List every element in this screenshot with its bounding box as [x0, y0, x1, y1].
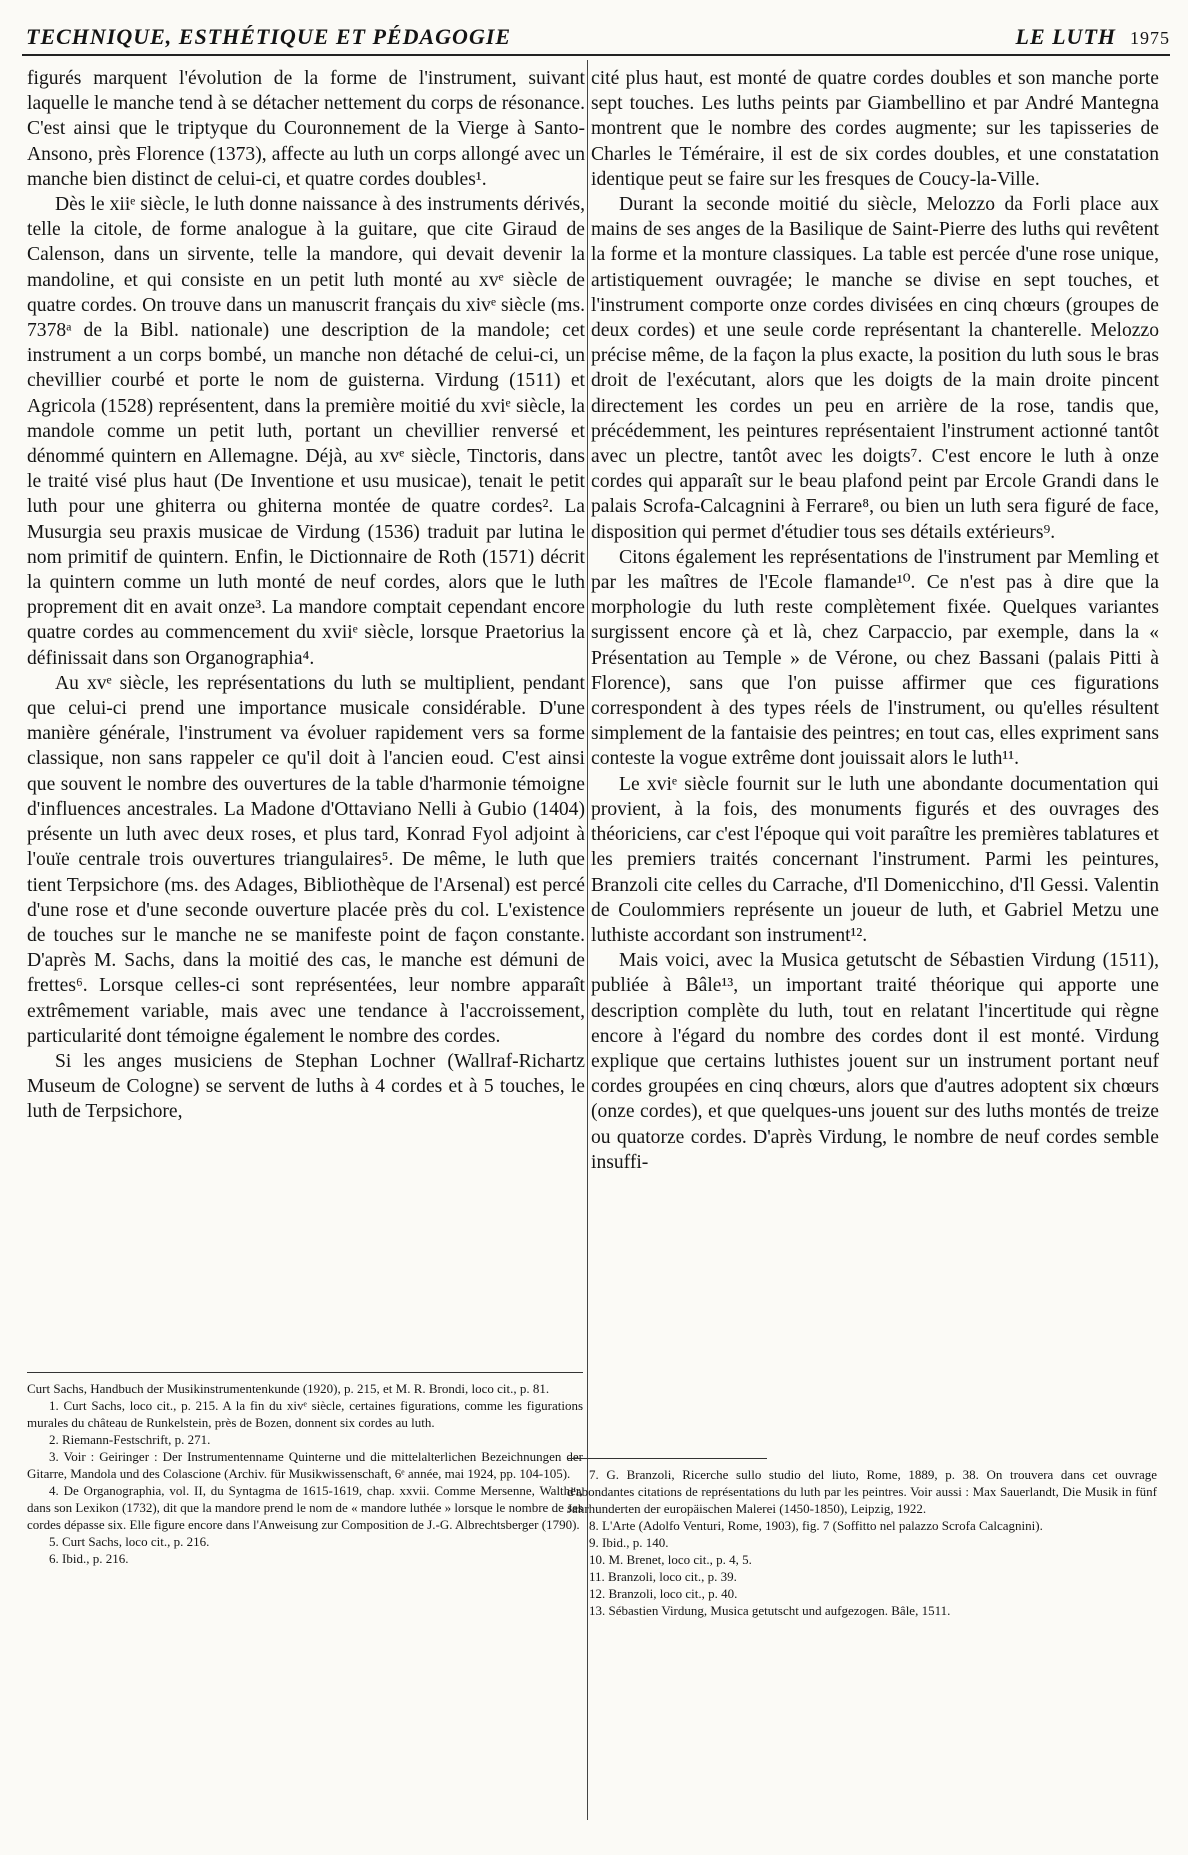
footnote: 4. De Organographia, vol. II, du Syntagma de 1615-1619, chap. xxvii. Comme Mersenne, Walther, dans son Lexikon (1732), dit que la mandore prend le nom de « mandore luthée » lorsque le nombre de ses cordes dépasse six. Elle figure encore dans l'Anweisung zur Composition de J.-G. Albrechtsberger (1790).	[27, 1483, 583, 1532]
footnotes-right	[567, 1466, 1157, 1619]
header-article-title	[1016, 24, 1171, 50]
footnote-rule	[27, 1372, 583, 1373]
paragraph: Dès le xiiᵉ siècle, le luth donne naissance à des instruments dérivés, telle la citole, de forme analogue à la guitare, que cite Giraud de Calenson, dans un sirvente, telle la mandore, qui devait devenir la mandoline, et qui consiste en un petit luth monté au xvᵉ siècle de quatre cordes. On trouve dans un manuscrit français du xivᵉ siècle (ms. 7378ᵃ de la Bibl. nationale) une description de la mandole; cet instrument a un corps bombé, un manche non détaché de celui-ci, un chevillier courbé et porte le nom de guisterna. Virdung (1511) et Agricola (1528) représentent, dans la première moitié du xviᵉ siècle, la mandole comme un petit luth, portant un chevillier renversé et dénommé quintern en Allemagne. Déjà, au xvᵉ siècle, Tinctoris, dans le traité visé plus haut (De Inventione et usu musicae), tenait le petit luth pour une ghiterra ou ghiterna montée de quatre cordes². La Musurgia seu praxis musicae de Virdung (1536) traduit par lutina le nom primitif de quintern. Enfin, le Dictionnaire de Roth (1571) décrit la quintern comme un luth monté de neuf cordes, alors que le luth proprement dit en avait onze³. La mandore comptait cependant encore quatre cordes au commencement du xviiᵉ siècle, lorsque Praetorius la définissait dans son Organographia⁴.	[27, 194, 585, 669]
paragraph: Citons également les représentations de l'instrument par Memling et par les maîtres de l'Ecole flamande¹⁰. Ce n'est pas à dire que la morphologie du luth reste complètement fixée. Quelques variantes surgissent encore çà et là, chez Carpaccio, par exemple, dans la « Présentation au Temple » de Vérone, ou chez Bassani (palais Pitti à Florence), sans que l'on puisse affirmer que ces figurations correspondent à des types réels de l'instrument, ou qu'elles résultent simplement de la fantaisie des peintres; en tout cas, elles expriment sans conteste la vogue extrême dont jouissait alors le luth¹¹.	[591, 546, 1159, 770]
footnote: 13. Sébastien Virdung, Musica getutscht und aufgezogen. Bâle, 1511.	[589, 1603, 951, 1618]
left-column	[27, 66, 585, 1125]
paragraph: Si les anges musiciens de Stephan Lochner (Wallraf-Richartz Museum de Cologne) se servent de luths à 4 cordes et à 5 touches, le luth de Terpsichore,	[27, 1050, 585, 1123]
footnote: 9. Ibid., p. 140.	[589, 1535, 669, 1550]
header-section-title: TECHNIQUE, ESTHÉTIQUE ET PÉDAGOGIE	[26, 24, 512, 49]
paragraph: Durant la seconde moitié du siècle, Melozzo da Forli place aux mains de ses anges de la Basilique de Saint-Pierre des luths qui revêtent la forme et la monture classiques. La table est percée d'une rose unique, artistiquement ouvragée; le manche se divise en sept touches, et l'instrument comporte onze cordes divisées en cinq chœurs (groupes de deux cordes) et une seule corde représentant la chanterelle. Melozzo précise même, de la façon la plus exacte, la position du luth sous le bras droit de l'exécutant, alors que les doigts de la main droite pincent directement les cordes un peu en arrière de la rose, tandis que, précédemment, les peintures représentaient l'instrument actionné tantôt avec un plectre, tantôt avec les doigts⁷. C'est encore le luth à onze cordes qui apparaît sur le beau plafond peint par Ercole Grandi dans le palais Scrofa-Calcagnini à Ferrare⁸, ou bien un luth sera figuré de face, disposition qui permet d'étudier tous ses détails extérieurs⁹.	[591, 194, 1159, 543]
footnote: Curt Sachs, Handbuch der Musikinstrumentenkunde (1920), p. 215, et M. R. Brondi, loco cit., p. 81.	[27, 1381, 550, 1396]
running-header	[22, 20, 1170, 56]
footnote: 1. Curt Sachs, loco cit., p. 215. A la fin du xivᵉ siècle, certaines figurations, comme les figurations murales du château de Runkelstein, près de Bozen, donnent six cordes au luth.	[27, 1398, 583, 1430]
paragraph: Le xviᵉ siècle fournit sur le luth une abondante documentation qui provient, à la fois, des monuments figurés et des ouvrages des théoriciens, car c'est l'époque qui voit paraître les premières tablatures et les premiers traités concernant l'instrument. Parmi les peintures, Branzoli cite celles du Carrache, d'Il Domenicchino, d'Il Gessi. Valentin de Coulommiers représente un joueur de luth, et Gabriel Metzu une luthiste accordant son instrument¹².	[591, 773, 1159, 946]
footnote: 5. Curt Sachs, loco cit., p. 216.	[49, 1534, 210, 1549]
paragraph: figurés marquent l'évolution de la forme de l'instrument, suivant laquelle le manche tend à se détacher nettement du corps de résonance. C'est ainsi que le triptyque du Couronnement de la Vierge à Santo-Ansono, près Florence (1373), affecte au luth un corps allongé avec un manche bien distinct de celui-ci, et quatre cordes doubles¹.	[27, 68, 585, 190]
footnote-rule	[567, 1458, 767, 1459]
paragraph: cité plus haut, est monté de quatre cordes doubles et son manche porte sept touches. Les luths peints par Giambellino et par André Mantegna montrent que le nombre des cordes augmente; sur les tapisseries de Charles le Téméraire, il est de six cordes doubles, et une constatation identique peut se faire sur les fresques de Coucy-la-Ville.	[591, 68, 1159, 190]
paragraph: Mais voici, avec la Musica getutscht de Sébastien Virdung (1511), publiée à Bâle¹³, un important traité théorique qui apporte une description complète du luth, tout en relatant l'incertitude qui règne encore à l'égard du nombre des cordes dont il est monté. Virdung explique que certains luthistes jouent sur un instrument portant neuf cordes groupées en cinq chœurs, alors que d'autres adoptent six chœurs (onze cordes), et que quelques-uns jouent sur des luths montés de treize ou quatorze cordes. D'après Virdung, le nombre de neuf cordes semble insuffi-	[591, 950, 1159, 1173]
footnote: 2. Riemann-Festschrift, p. 271.	[49, 1432, 211, 1447]
header-title-text: LE LUTH	[1015, 24, 1116, 49]
footnote: 6. Ibid., p. 216.	[49, 1551, 129, 1566]
paragraph: Au xvᵉ siècle, les représentations du luth se multiplient, pendant que celui-ci prend une importance musicale considérable. D'une manière générale, l'instrument va évoluer rapidement vers sa forme classique, non sans rappeler ce qu'il doit à l'ancien eoud. C'est ainsi que souvent le nombre des ouvertures de la table d'harmonie témoigne d'influences ancestrales. La Madone d'Ottaviano Nelli à Gubio (1404) présente un luth avec deux roses, et plus tard, Konrad Fyol adjoint à l'ouïe centrale trois ouvertures triangulaires⁵. De même, le luth que tient Terpsichore (ms. des Adages, Bibliothèque de l'Arsenal) est percé d'une rose et d'une seconde ouverture placée près du col. L'existence de touches sur le manche ne se manifeste point de façon constante. D'après M. Sachs, dans la moitié des cas, le manche est démuni de frettes⁶. Lorsque celles-ci sont représentées, leur nombre apparaît extrêmement variable, mais avec une tendance à l'accroissement, particularité dont témoigne également le nombre des cordes.	[27, 672, 585, 1047]
footnote: 3. Voir : Geiringer : Der Instrumentenname Quinterne und die mittelalterlichen Bezeichnungen der Gitarre, Mandola und des Colascione (Archiv. für Musikwissenschaft, 6ᵉ année, mai 1924, pp. 104-105).	[27, 1449, 583, 1481]
footnote: 7. G. Branzoli, Ricerche sullo studio del liuto, Rome, 1889, p. 38. On trouvera dans cet ouvrage d'abondantes citations de représentations du luth par les peintres. Voir aussi : Max Sauerlandt, Die Musik in fünf Jahrhunderten der europäischen Malerei (1450-1850), Leipzig, 1922.	[567, 1467, 1157, 1516]
page-number: 1975	[1130, 28, 1170, 48]
footnote: 12. Branzoli, loco cit., p. 40.	[589, 1586, 738, 1601]
right-column	[591, 66, 1159, 1175]
footnotes-left	[27, 1380, 583, 1567]
footnote: 10. M. Brenet, loco cit., p. 4, 5.	[589, 1552, 752, 1567]
footnote: 8. L'Arte (Adolfo Venturi, Rome, 1903), fig. 7 (Soffitto nel palazzo Scrofa Calcagnini).	[589, 1518, 1043, 1533]
footnote: 11. Branzoli, loco cit., p. 39.	[589, 1569, 737, 1584]
